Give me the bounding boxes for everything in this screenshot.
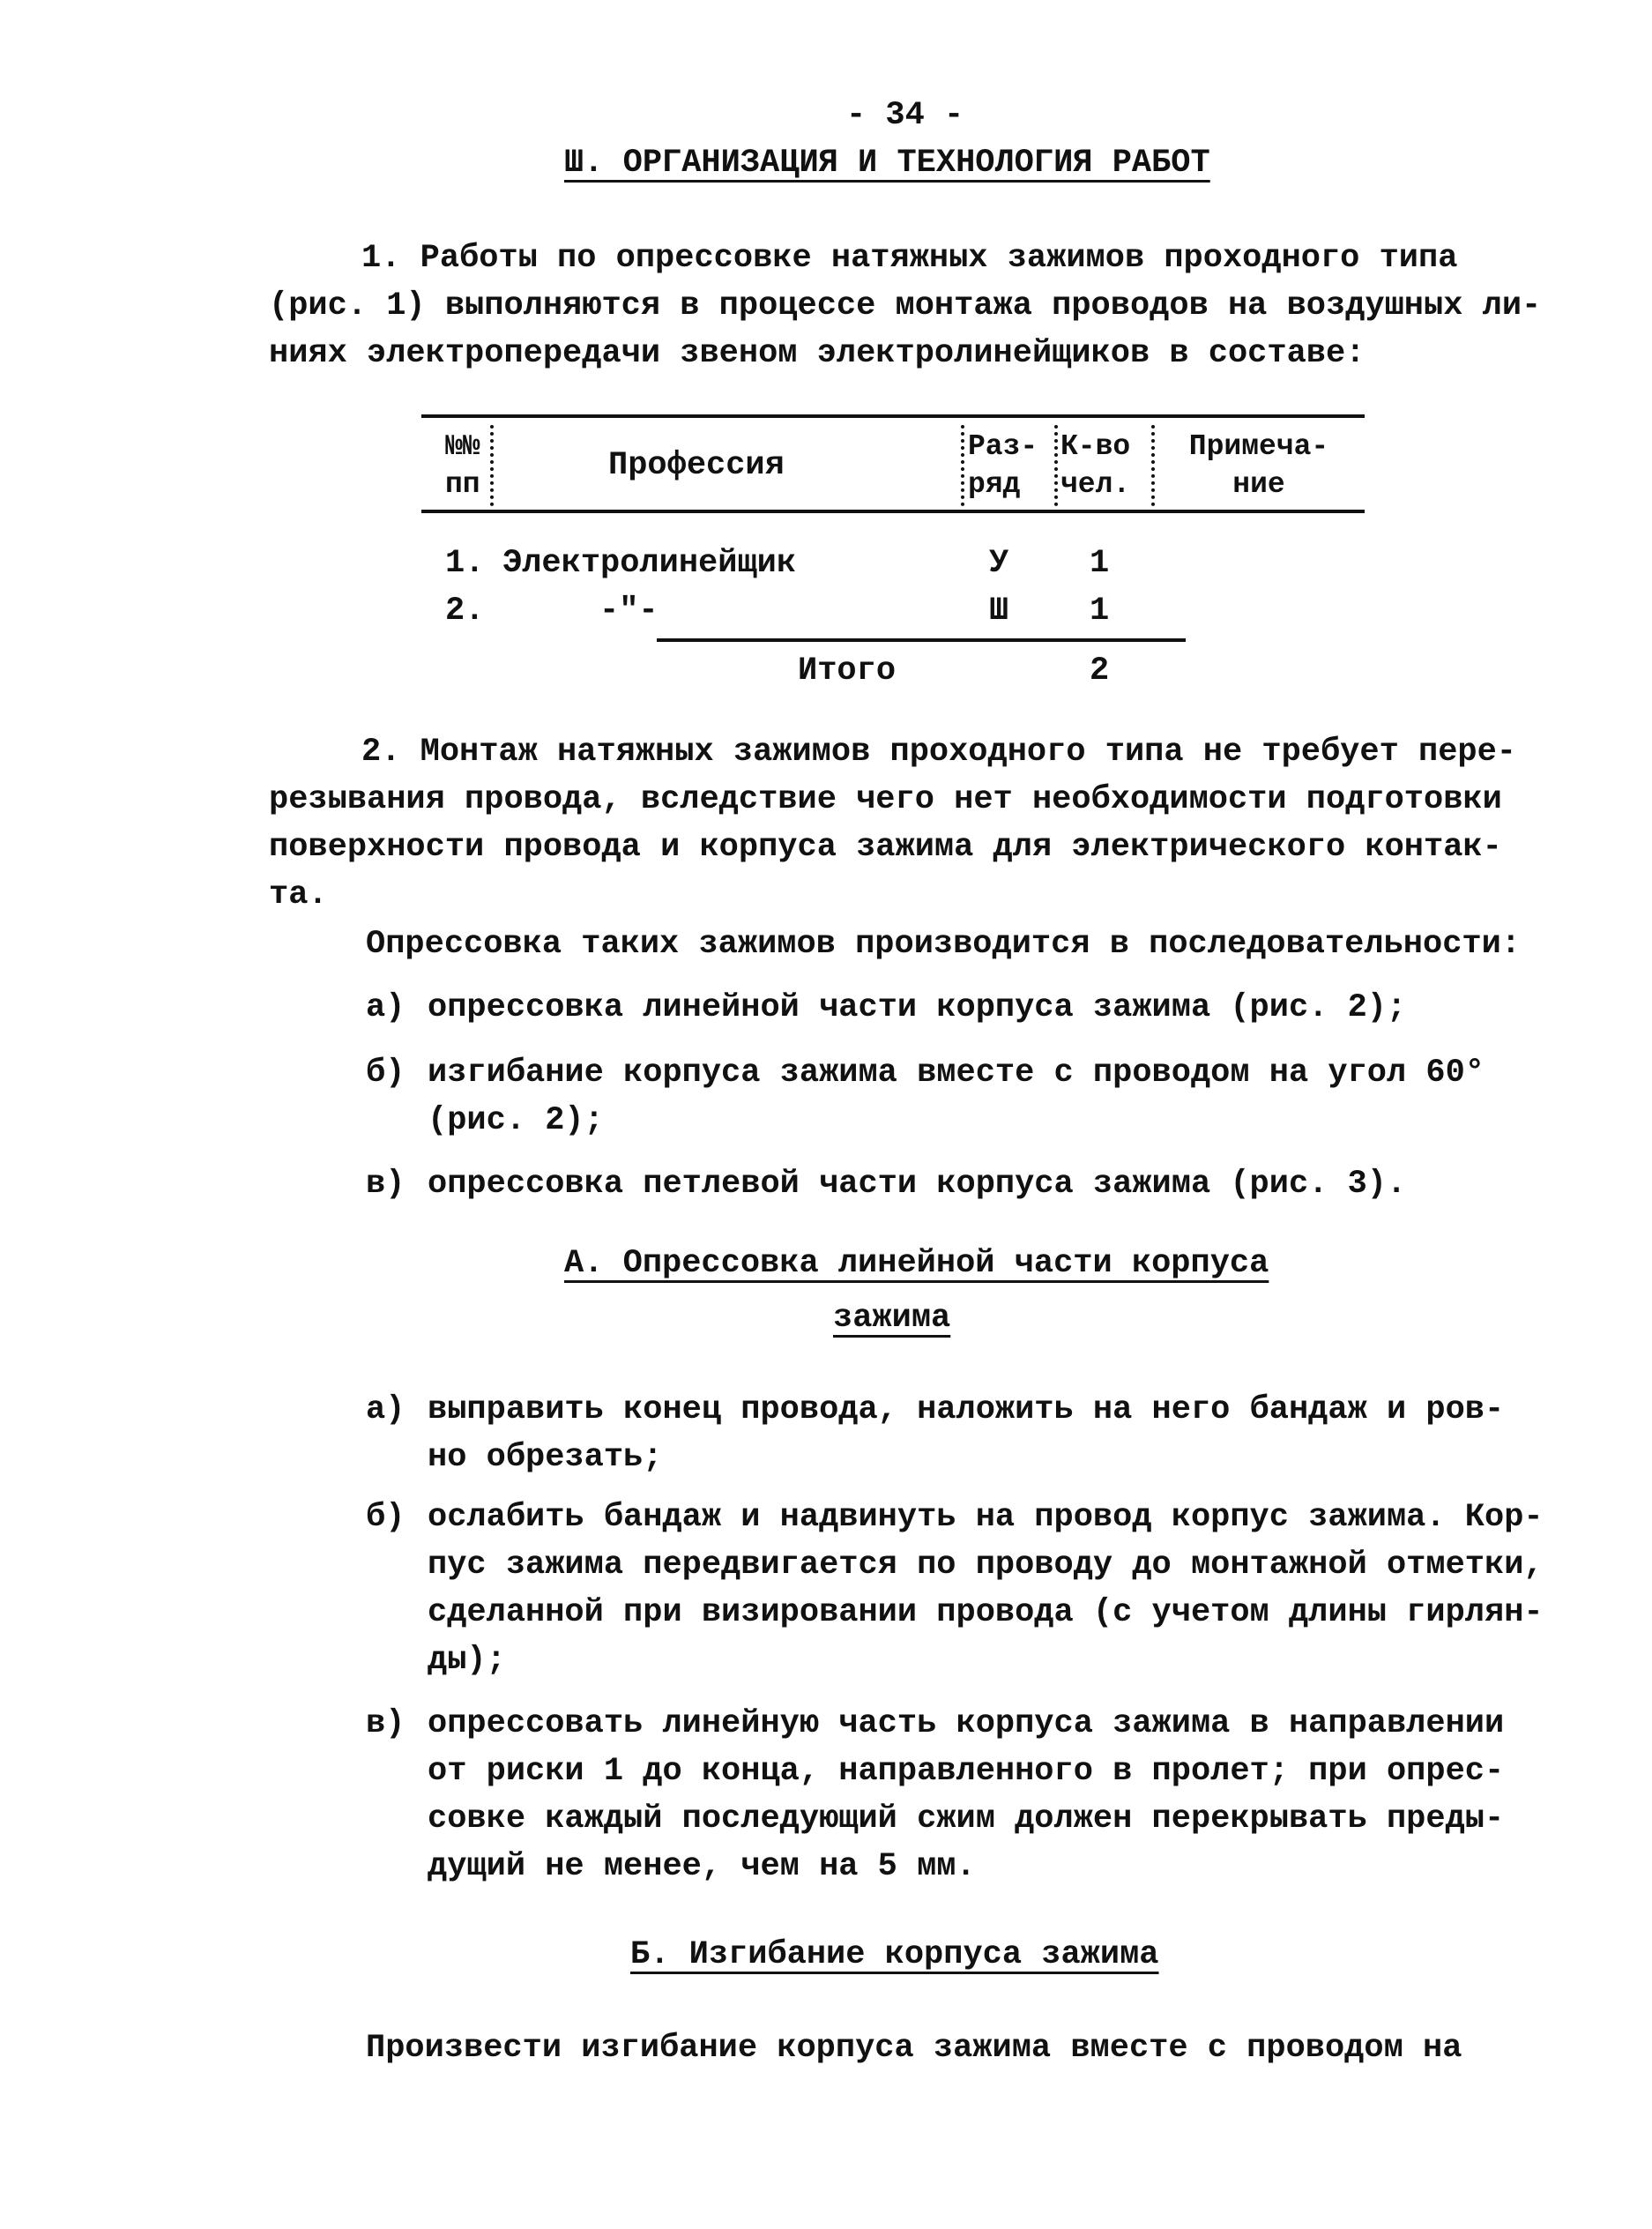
para2-line-3: поверхности провода и корпуса зажима для электрического контак- <box>269 829 1502 866</box>
table-col-divider <box>490 425 494 506</box>
subsection-b-line-1: Произвести изгибание корпуса зажима вместе с проводом на <box>366 2030 1462 2067</box>
list-item-label: б) <box>366 1055 406 1092</box>
list-item-label: б) <box>366 1499 406 1536</box>
section-title: Ш. ОРГАНИЗАЦИЯ И ТЕХНОЛОГИЯ РАБОТ <box>564 145 1210 182</box>
row-grade: Ш <box>989 593 1009 630</box>
total-value: 2 <box>1090 652 1110 690</box>
list-item-text: дущий не менее, чем на 5 мм. <box>428 1848 976 1885</box>
header-grade: Раз- ряд <box>968 430 1038 501</box>
list-item-text: опрессовать линейную часть корпуса зажима в направлении <box>428 1705 1505 1742</box>
list-item-text: выправить конец провода, наложить на него бандаж и ров- <box>428 1391 1505 1428</box>
row-profession: -"- <box>599 593 659 630</box>
list-item-text: совке каждый последующий сжим должен перекрывать преды- <box>428 1800 1505 1838</box>
subsection-a-title: А. Опрессовка линейной части корпуса <box>564 1245 1269 1282</box>
para1-line-1: 1. Работы по опрессовке натяжных зажимов проходного типа <box>361 240 1458 277</box>
list-item-text: от риски 1 до конца, направленного в пролет; при опрес- <box>428 1753 1505 1790</box>
sequence-intro: Опрессовка таких зажимов производится в последовательности: <box>366 926 1522 963</box>
table-col-divider <box>1054 425 1058 506</box>
total-label: Итого <box>798 652 897 690</box>
table-header-rule <box>421 510 1365 513</box>
list-item-text: опрессовка линейной части корпуса зажима (рис. 2); <box>428 989 1407 1026</box>
header-count: К-во чел. <box>1060 430 1131 501</box>
para1-line-3: ниях электропередачи звеном электролинейщиков в составе: <box>269 335 1366 372</box>
page-number: - 34 - <box>846 97 964 134</box>
list-item-text: ды); <box>428 1642 506 1679</box>
list-item-text: сделанной при визировании провода (с учетом длины гирлян- <box>428 1594 1544 1631</box>
list-item-text: но обрезать; <box>428 1439 663 1476</box>
row-num: 1. <box>445 545 485 582</box>
subsection-a-title-cont: зажима <box>833 1300 951 1337</box>
header-num: №№ пп <box>445 430 480 501</box>
subsection-b-title: Б. Изгибание корпуса зажима <box>630 1936 1159 1973</box>
list-item-text: пус зажима передвигается по проводу до монтажной отметки, <box>428 1547 1544 1584</box>
para2-line-4: та. <box>269 876 328 913</box>
para1-line-2: (рис. 1) выполняются в процессе монтажа проводов на воздушных ли- <box>269 287 1542 324</box>
list-item-label: в) <box>366 1705 406 1742</box>
list-item-text: опрессовка петлевой части корпуса зажима (рис. 3). <box>428 1166 1407 1203</box>
header-note: Примеча- ние <box>1188 430 1329 501</box>
row-num: 2. <box>445 593 485 630</box>
row-profession: Электролинейщик <box>502 545 797 582</box>
list-item-text: ослабить бандаж и надвинуть на провод корпус зажима. Кор- <box>428 1499 1544 1536</box>
row-count: 1 <box>1090 545 1110 582</box>
row-count: 1 <box>1090 593 1110 630</box>
list-item-label: в) <box>366 1166 406 1203</box>
para2-line-2: резывания провода, вследствие чего нет необходимости подготовки <box>269 781 1502 818</box>
list-item-label: а) <box>366 1391 406 1428</box>
table-col-divider <box>1151 425 1155 506</box>
para2-line-1: 2. Монтаж натяжных зажимов проходного типа не требует пере- <box>361 734 1517 771</box>
table-col-divider <box>961 425 964 506</box>
list-item-text: (рис. 2); <box>428 1102 604 1139</box>
header-profession: Профессия <box>608 447 785 484</box>
list-item-label: а) <box>366 989 406 1026</box>
table-total-rule <box>657 638 1186 642</box>
table-top-rule <box>421 414 1365 418</box>
row-grade: У <box>989 545 1009 582</box>
list-item-text: изгибание корпуса зажима вместе с проводом на угол 60° <box>428 1055 1485 1092</box>
